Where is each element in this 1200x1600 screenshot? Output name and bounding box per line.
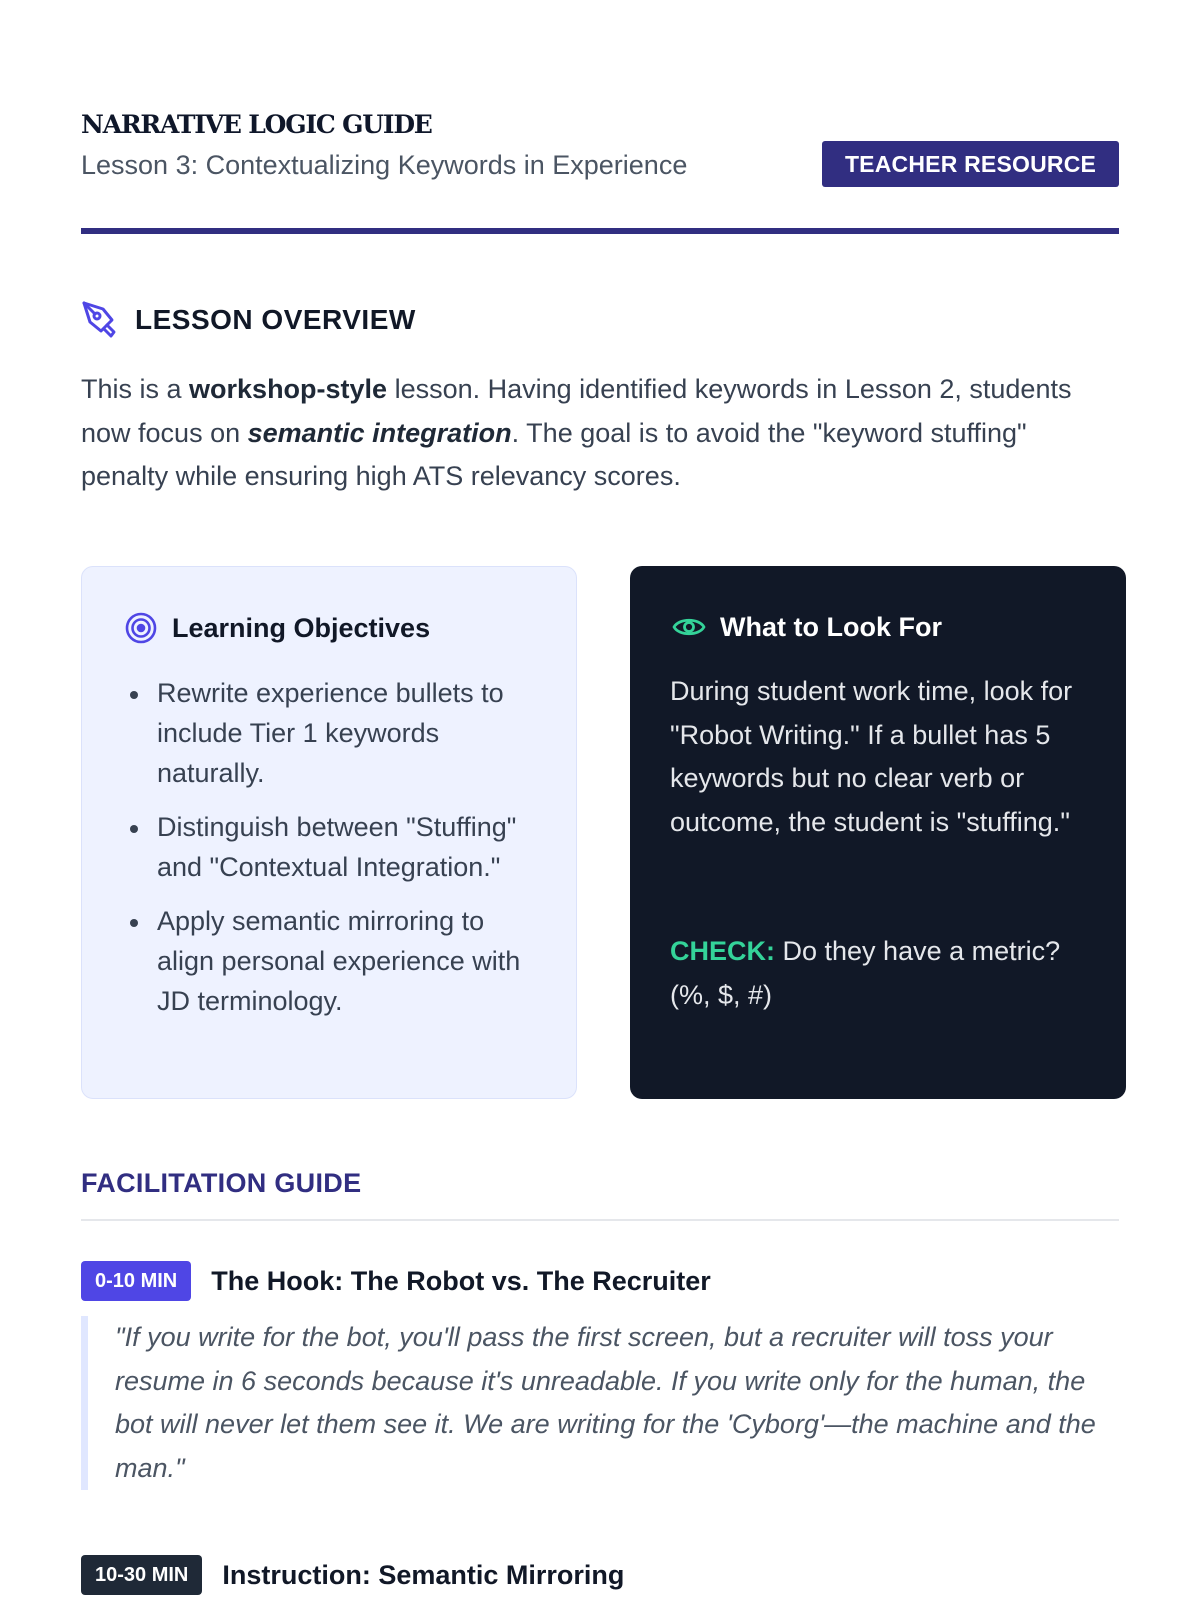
time-badge: 0-10 MIN xyxy=(81,1261,191,1301)
eye-icon xyxy=(672,610,706,644)
document-title: NARRATIVE LOGIC GUIDE xyxy=(81,110,432,139)
header-divider xyxy=(81,228,1119,234)
objectives-title: Learning Objectives xyxy=(172,612,431,643)
look-for-title: What to Look For xyxy=(720,611,942,642)
overview-text-3: . The goal is to avoid the "keyword stuffing" penalty while ensuring high ATS relevancy scores. xyxy=(81,417,1027,491)
objective-item: Rewrite experience bullets to include Tier 1 keywords naturally. xyxy=(124,673,546,793)
overview-heading xyxy=(81,300,416,340)
overview-bold: workshop-style xyxy=(189,374,388,404)
document-header xyxy=(81,110,1119,230)
lesson-subtitle: Lesson 3: Contextualizing Keywords in Experience xyxy=(81,150,688,180)
objective-item: Apply semantic mirroring to align personal experience with JD terminology. xyxy=(124,901,546,1021)
what-to-look-for-card xyxy=(630,566,1126,1099)
look-for-heading xyxy=(672,610,942,644)
overview-emphasis: semantic integration xyxy=(247,417,512,448)
step-title: The Hook: The Robot vs. The Recruiter xyxy=(211,1265,711,1296)
check-label: CHECK: xyxy=(670,936,775,966)
overview-text-2: lesson. Having identified keywords in Lesson 2, students now focus on xyxy=(81,374,1072,448)
check-text: Do they have a metric? (%, $, #) xyxy=(670,936,1061,1010)
objectives-heading xyxy=(124,611,430,645)
overview-title: LESSON OVERVIEW xyxy=(135,304,416,335)
learning-objectives-card xyxy=(81,566,577,1099)
objective-item: Distinguish between "Stuffing" and "Contextual Integration." xyxy=(124,807,546,887)
facilitation-heading: FACILITATION GUIDE xyxy=(81,1168,362,1198)
teacher-resource-badge: TEACHER RESOURCE xyxy=(822,141,1119,187)
facilitation-step xyxy=(81,1555,1119,1595)
step-title: Instruction: Semantic Mirroring xyxy=(222,1559,625,1590)
pen-nib-icon xyxy=(81,300,121,340)
look-for-text: During student work time, look for "Robot Writing." If a bullet has 5 keywords but no clear verb or outcome, the student is "stuffing." xyxy=(670,676,1073,837)
hook-quote: "If you write for the bot, you'll pass the first screen, but a recruiter will toss your resume in 6 seconds because it's unreadable. If you write only for the human, the bot will never let them see it. We are writing for the 'Cyborg'—the machine and the man." xyxy=(81,1316,1125,1490)
time-badge: 10-30 MIN xyxy=(81,1555,202,1595)
target-icon xyxy=(124,611,158,645)
facilitation-step xyxy=(81,1261,1119,1301)
overview-paragraph xyxy=(81,368,1121,499)
check-note xyxy=(670,930,1086,1017)
overview-text-1: This is a xyxy=(81,374,190,404)
facilitation-divider xyxy=(81,1219,1119,1221)
objectives-list xyxy=(124,673,546,1035)
